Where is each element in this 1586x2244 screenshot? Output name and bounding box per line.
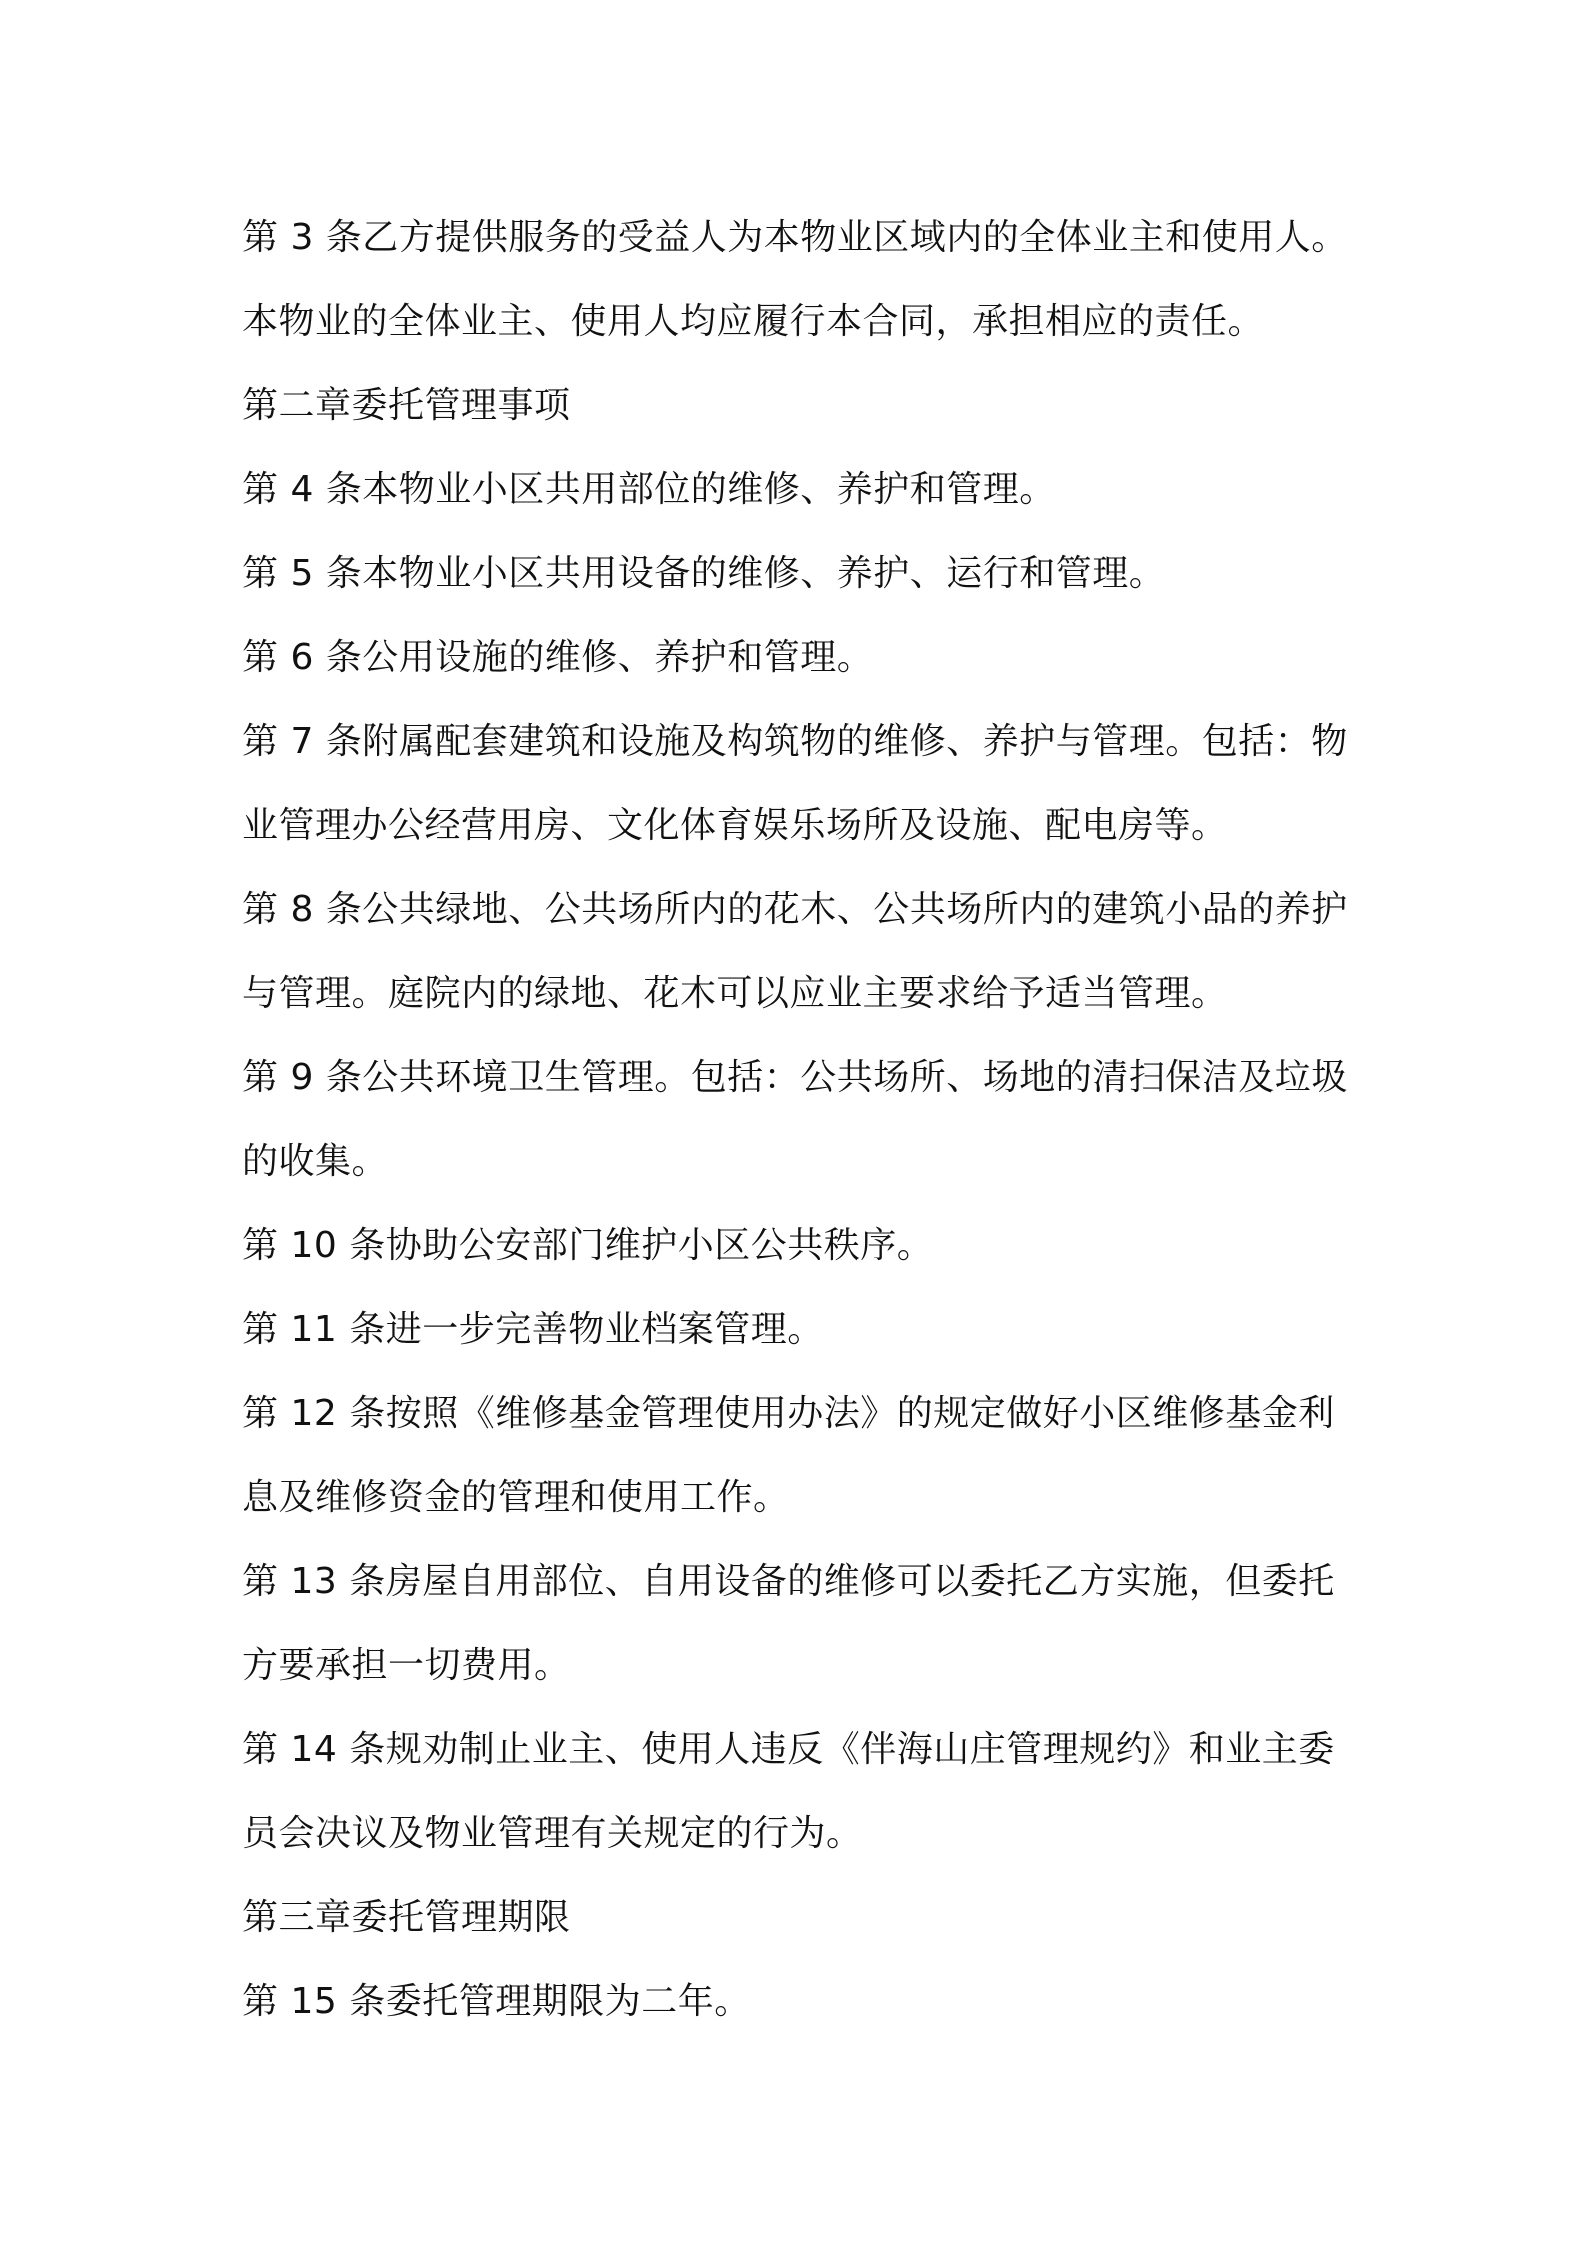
- chapter-heading-2: 第二章委托管理事项: [242, 385, 571, 426]
- article-4: 第 4 条本物业小区共用部位的维修、养护和管理。: [242, 469, 1056, 510]
- article-12-line-1: 第 12 条按照《维修基金管理使用办法》的规定做好小区维修基金利: [242, 1393, 1335, 1434]
- document-body: [242, 196, 1362, 2044]
- article-13-line-1: 第 13 条房屋自用部位、自用设备的维修可以委托乙方实施，但委托: [242, 1561, 1335, 1602]
- article-13-line-2: 方要承担一切费用。: [242, 1645, 571, 1686]
- article-9-line-2: 的收集。: [242, 1141, 389, 1182]
- article-14-line-1: 第 14 条规劝制止业主、使用人违反《伴海山庄管理规约》和业主委: [242, 1729, 1335, 1770]
- article-12-line-2: 息及维修资金的管理和使用工作。: [242, 1477, 790, 1518]
- chapter-heading-3: 第三章委托管理期限: [242, 1897, 571, 1938]
- text-line-1: 第 3 条乙方提供服务的受益人为本物业区域内的全体业主和使用人。: [242, 217, 1348, 258]
- article-8-line-1: 第 8 条公共绿地、公共场所内的花木、公共场所内的建筑小品的养护: [242, 889, 1348, 930]
- article-5: 第 5 条本物业小区共用设备的维修、养护、运行和管理。: [242, 553, 1166, 594]
- article-7-line-1: 第 7 条附属配套建筑和设施及构筑物的维修、养护与管理。包括：物: [242, 721, 1348, 762]
- text-line-2: 本物业的全体业主、使用人均应履行本合同，承担相应的责任。: [242, 301, 1265, 342]
- article-9-line-1: 第 9 条公共环境卫生管理。包括：公共场所、场地的清扫保洁及垃圾: [242, 1057, 1348, 1098]
- article-14-line-2: 员会决议及物业管理有关规定的行为。: [242, 1813, 863, 1854]
- article-11: 第 11 条进一步完善物业档案管理。: [242, 1309, 824, 1350]
- article-7-line-2: 业管理办公经营用房、文化体育娱乐场所及设施、配电房等。: [242, 805, 1228, 846]
- article-6: 第 6 条公用设施的维修、养护和管理。: [242, 637, 874, 678]
- article-15: 第 15 条委托管理期限为二年。: [242, 1981, 751, 2022]
- article-10: 第 10 条协助公安部门维护小区公共秩序。: [242, 1225, 934, 1266]
- article-8-line-2: 与管理。庭院内的绿地、花木可以应业主要求给予适当管理。: [242, 973, 1228, 1014]
